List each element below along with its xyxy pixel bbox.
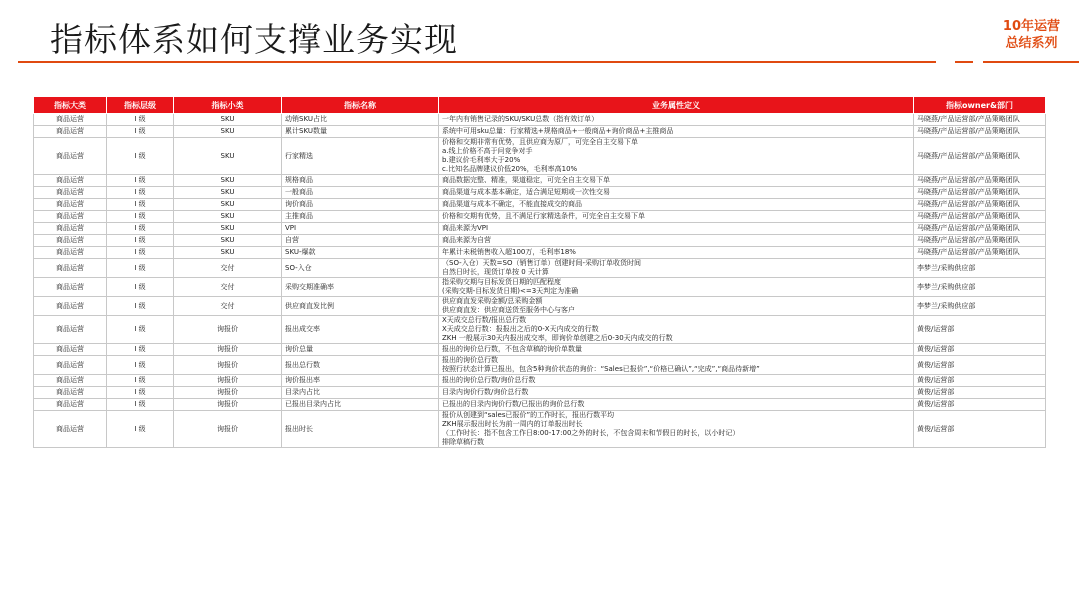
metric-definition-cell (439, 235, 914, 247)
metric-level-cell: I 级 (107, 278, 174, 297)
metric-category-cell: 商品运营 (34, 411, 107, 448)
metric-subcategory-cell: SKU (174, 114, 282, 126)
table-row (34, 259, 1046, 278)
definition-line: 供应商直发采购金额/总采购金额 (442, 297, 543, 305)
metric-owner-cell: 黄俊/运营部 (914, 344, 1046, 356)
metric-level-cell: I 级 (107, 316, 174, 344)
table-header-row (34, 97, 1046, 114)
metric-level-cell: I 级 (107, 114, 174, 126)
metric-category-cell: 商品运营 (34, 211, 107, 223)
metric-subcategory-cell: 询报价 (174, 399, 282, 411)
metric-level-cell: I 级 (107, 138, 174, 175)
definition-line: 价格和交期非常有优势，且供应商为原厂，可完全自主交易下单 (442, 138, 638, 146)
metric-subcategory-cell: SKU (174, 223, 282, 235)
metric-level-cell: I 级 (107, 223, 174, 235)
metric-category-cell: 商品运营 (34, 126, 107, 138)
metric-owner-cell: 马晓燕/产品运营部/产品策略团队 (914, 175, 1046, 187)
metric-definition-cell (439, 211, 914, 223)
metric-owner-cell: 黄俊/运营部 (914, 375, 1046, 387)
definition-line: 报价从创建到“sales已报价”的工作时长，报出行数平均 (442, 411, 615, 419)
metric-name-cell: VPI (282, 223, 439, 235)
definition-line: 年累计未税销售收入超100万，毛利率18% (442, 248, 576, 256)
metric-definition-cell (439, 356, 914, 375)
page-title: 指标体系如何支撑业务实现 (50, 20, 458, 59)
definition-line: 报出的询价总行数，不包含草稿的询价单数量 (442, 345, 582, 353)
definition-line: 排除草稿行数 (442, 438, 484, 446)
metric-level-cell: I 级 (107, 235, 174, 247)
definition-line: X天成交总行数：报报出之后的0-X天内成交的行数 (442, 325, 599, 333)
metric-category-cell: 商品运营 (34, 175, 107, 187)
column-header: 指标层级 (107, 97, 174, 114)
metric-name-cell: 一般商品 (282, 187, 439, 199)
metric-subcategory-cell: SKU (174, 211, 282, 223)
metric-owner-cell: 马晓燕/产品运营部/产品策略团队 (914, 247, 1046, 259)
metric-definition-cell (439, 199, 914, 211)
metric-definition-cell (439, 344, 914, 356)
metric-level-cell: I 级 (107, 399, 174, 411)
metric-subcategory-cell: 询报价 (174, 387, 282, 399)
metric-definition-cell (439, 375, 914, 387)
metric-name-cell: 供应商直发比例 (282, 297, 439, 316)
metric-owner-cell: 马晓燕/产品运营部/产品策略团队 (914, 235, 1046, 247)
metric-name-cell: 询价商品 (282, 199, 439, 211)
definition-line: 商品数据完整、精准，渠道稳定，可完全自主交易下单 (442, 176, 610, 184)
metric-level-cell: I 级 (107, 126, 174, 138)
metric-subcategory-cell: 询报价 (174, 344, 282, 356)
metric-owner-cell: 李梦兰/采购供应部 (914, 259, 1046, 278)
table-row (34, 126, 1046, 138)
metric-subcategory-cell: SKU (174, 235, 282, 247)
definition-line: 商品来源为自营 (442, 236, 491, 244)
definition-line: a.线上价格不高于问竞争对手 (442, 147, 533, 155)
column-header: 指标大类 (34, 97, 107, 114)
metric-name-cell: 规格商品 (282, 175, 439, 187)
metric-name-cell: 目录内占比 (282, 387, 439, 399)
metric-subcategory-cell: 询报价 (174, 411, 282, 448)
metric-category-cell: 商品运营 (34, 399, 107, 411)
metric-owner-cell: 马晓燕/产品运营部/产品策略团队 (914, 114, 1046, 126)
definition-line: 指采购交期与目标发货日期的匹配程度 (442, 278, 561, 286)
table-row (34, 344, 1046, 356)
column-header: 指标小类 (174, 97, 282, 114)
definition-line: X天成交总行数/报出总行数 (442, 316, 527, 324)
metric-definition-cell (439, 259, 914, 278)
table-row (34, 356, 1046, 375)
metric-definition-cell (439, 297, 914, 316)
definition-line: (采购交期-目标发货日期)<=3天判定为准确 (442, 287, 579, 295)
metric-category-cell: 商品运营 (34, 297, 107, 316)
metric-category-cell: 商品运营 (34, 187, 107, 199)
table-row (34, 199, 1046, 211)
metric-name-cell: 询价报出率 (282, 375, 439, 387)
definition-line: 系统中可用sku总量：行家精选+规格商品+一般商品+询价商品+主推商品 (442, 127, 674, 135)
metric-subcategory-cell: 询报价 (174, 316, 282, 344)
metrics-table (33, 96, 1046, 448)
metric-subcategory-cell: 交付 (174, 259, 282, 278)
brand-line-2: 总结系列 (1005, 36, 1058, 51)
definition-line: 一年内有销售记录的SKU/SKU总数（指有效订单） (442, 115, 599, 123)
metric-level-cell: I 级 (107, 387, 174, 399)
column-header: 指标owner&部门 (914, 97, 1046, 114)
metric-category-cell: 商品运营 (34, 199, 107, 211)
metric-name-cell: 动销SKU占比 (282, 114, 439, 126)
metric-name-cell: 行家精选 (282, 138, 439, 175)
metric-level-cell: I 级 (107, 175, 174, 187)
metric-level-cell: I 级 (107, 344, 174, 356)
definition-line: ZKH 一般展示30天内报出成交率，即询价单创建之后0-30天内成交的行数 (442, 334, 673, 342)
table-row (34, 375, 1046, 387)
definition-line: ZKH展示报出时长为前一周内的订单报出时长 (442, 420, 583, 428)
metric-owner-cell: 李梦兰/采购供应部 (914, 297, 1046, 316)
table-row (34, 223, 1046, 235)
metric-category-cell: 商品运营 (34, 223, 107, 235)
metric-name-cell: 累计SKU数量 (282, 126, 439, 138)
title-rule-end (983, 61, 1079, 63)
metric-owner-cell: 马晓燕/产品运营部/产品策略团队 (914, 138, 1046, 175)
definition-line: 已报出的目录内询价行数/已报出的询价总行数 (442, 400, 585, 408)
metric-subcategory-cell: SKU (174, 247, 282, 259)
table-row (34, 247, 1046, 259)
metric-subcategory-cell: 询报价 (174, 356, 282, 375)
metric-name-cell: SKU-爆款 (282, 247, 439, 259)
metric-name-cell: 询价总量 (282, 344, 439, 356)
table-row (34, 399, 1046, 411)
metric-level-cell: I 级 (107, 375, 174, 387)
table-row (34, 211, 1046, 223)
table-row (34, 278, 1046, 297)
definition-line: 供应商直发：供应商送货至服务中心与客户 (442, 306, 575, 314)
table-row (34, 235, 1046, 247)
metric-name-cell: 已报出目录内占比 (282, 399, 439, 411)
definition-line: 商品渠道与成本基本确定，适合满足短期或一次性交易 (442, 188, 610, 196)
metric-subcategory-cell: SKU (174, 138, 282, 175)
metric-name-cell: 主推商品 (282, 211, 439, 223)
metric-category-cell: 商品运营 (34, 316, 107, 344)
definition-line: 价格和交期有优势，且不满足行家精选条件，可完全自主交易下单 (442, 212, 645, 220)
metric-definition-cell (439, 223, 914, 235)
metric-level-cell: I 级 (107, 211, 174, 223)
brand-line-1: 10年运营 (1002, 19, 1060, 34)
title-rule (18, 61, 936, 63)
table-row (34, 387, 1046, 399)
metric-definition-cell (439, 175, 914, 187)
column-header: 业务属性定义 (439, 97, 914, 114)
metric-level-cell: I 级 (107, 297, 174, 316)
metric-category-cell: 商品运营 (34, 387, 107, 399)
metric-level-cell: I 级 (107, 259, 174, 278)
metric-owner-cell: 李梦兰/采购供应部 (914, 278, 1046, 297)
definition-line: 报出的询价总行数 (442, 356, 498, 364)
definition-line: 商品来源为VPI (442, 224, 489, 232)
metric-owner-cell: 马晓燕/产品运营部/产品策略团队 (914, 223, 1046, 235)
table-row (34, 411, 1046, 448)
definition-line: 按照行状态计算已报出，包含5种询价状态的询价：“Sales已报价”,“价格已确认”,“完成”,“商品待新增” (442, 365, 760, 373)
definition-line: 报出的询价总行数/询价总行数 (442, 376, 536, 384)
metric-category-cell: 商品运营 (34, 356, 107, 375)
metric-subcategory-cell: 交付 (174, 278, 282, 297)
metric-category-cell: 商品运营 (34, 259, 107, 278)
table-row (34, 187, 1046, 199)
metric-definition-cell (439, 187, 914, 199)
metric-definition-cell (439, 411, 914, 448)
metric-name-cell: 自营 (282, 235, 439, 247)
table-body (34, 114, 1046, 448)
metric-category-cell: 商品运营 (34, 278, 107, 297)
metric-level-cell: I 级 (107, 356, 174, 375)
metric-level-cell: I 级 (107, 199, 174, 211)
definition-line: （SO-入仓）天数=SO（销售订单）创建时间-采购订单收货时间 (442, 259, 642, 267)
table-row (34, 175, 1046, 187)
definition-line: c.比知名品牌建议价低20%，毛利率高10% (442, 165, 578, 173)
metric-subcategory-cell: SKU (174, 175, 282, 187)
table-row (34, 316, 1046, 344)
definition-line: 目录内询价行数/询价总行数 (442, 388, 529, 396)
table-row (34, 297, 1046, 316)
definition-line: b.建议价毛利率大于20% (442, 156, 521, 164)
table-row (34, 114, 1046, 126)
metric-owner-cell: 马晓燕/产品运营部/产品策略团队 (914, 199, 1046, 211)
metric-owner-cell: 黄俊/运营部 (914, 356, 1046, 375)
metric-owner-cell: 黄俊/运营部 (914, 399, 1046, 411)
definition-line: （工作时长：指不包含工作日8:00-17:00之外的时长，不包含周末和节假日的时长，以小时记） (442, 429, 740, 437)
metric-category-cell: 商品运营 (34, 247, 107, 259)
metric-definition-cell (439, 399, 914, 411)
metric-subcategory-cell: 询报价 (174, 375, 282, 387)
metric-owner-cell: 马晓燕/产品运营部/产品策略团队 (914, 211, 1046, 223)
metric-category-cell: 商品运营 (34, 138, 107, 175)
metric-name-cell: 采购交期准确率 (282, 278, 439, 297)
metric-name-cell: SO-入仓 (282, 259, 439, 278)
title-rule-dash (955, 61, 973, 63)
metric-level-cell: I 级 (107, 187, 174, 199)
metric-subcategory-cell: SKU (174, 126, 282, 138)
metric-owner-cell: 马晓燕/产品运营部/产品策略团队 (914, 187, 1046, 199)
metric-name-cell: 报出时长 (282, 411, 439, 448)
metric-name-cell: 报出成交率 (282, 316, 439, 344)
metric-owner-cell: 马晓燕/产品运营部/产品策略团队 (914, 126, 1046, 138)
metric-level-cell: I 级 (107, 411, 174, 448)
metric-owner-cell: 黄俊/运营部 (914, 316, 1046, 344)
metric-owner-cell: 黄俊/运营部 (914, 411, 1046, 448)
metric-definition-cell (439, 278, 914, 297)
column-header: 指标名称 (282, 97, 439, 114)
definition-line: 自然日时长，现货订单按 0 天计算 (442, 268, 549, 276)
metric-category-cell: 商品运营 (34, 235, 107, 247)
metric-subcategory-cell: SKU (174, 199, 282, 211)
metric-category-cell: 商品运营 (34, 344, 107, 356)
metric-definition-cell (439, 316, 914, 344)
metric-subcategory-cell: 交付 (174, 297, 282, 316)
metric-category-cell: 商品运营 (34, 375, 107, 387)
table-row (34, 138, 1046, 175)
metric-definition-cell (439, 114, 914, 126)
metric-definition-cell (439, 126, 914, 138)
metric-owner-cell: 黄俊/运营部 (914, 387, 1046, 399)
metric-definition-cell (439, 247, 914, 259)
definition-line: 商品渠道与成本不确定，不能直接成交的商品 (442, 200, 582, 208)
metric-name-cell: 报出总行数 (282, 356, 439, 375)
metric-subcategory-cell: SKU (174, 187, 282, 199)
metric-level-cell: I 级 (107, 247, 174, 259)
metric-category-cell: 商品运营 (34, 114, 107, 126)
brand-label (1003, 18, 1060, 52)
metric-definition-cell (439, 387, 914, 399)
metric-definition-cell (439, 138, 914, 175)
